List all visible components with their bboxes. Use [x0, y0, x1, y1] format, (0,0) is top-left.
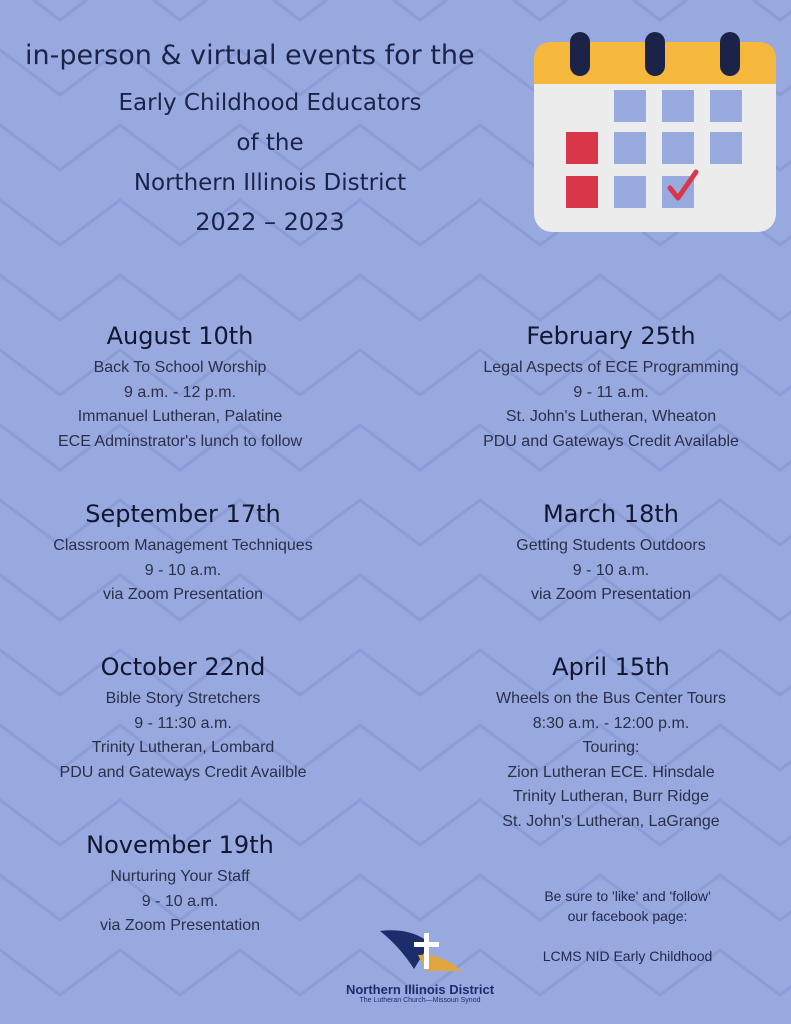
- zigzag-line: [0, 0, 791, 20]
- event-march: [431, 500, 791, 608]
- event-title: Classroom Management Techniques: [53, 537, 313, 554]
- event-time: 9 a.m. - 12 p.m.: [123, 383, 237, 401]
- event-tour-stop: St. John's Lutheran, LaGrange: [502, 812, 720, 830]
- event-location: via Zoom Presentation: [530, 586, 692, 603]
- zigzag-line: [0, 275, 791, 320]
- logo-subtitle: The Lutheran Church—Missouri Synod: [359, 997, 481, 1004]
- event-title: Back To School Worship: [93, 359, 267, 376]
- event-tour-stop: Trinity Lutheran, Burr Ridge: [513, 788, 709, 805]
- event-tour-stop: Zion Lutheran ECE. Hinsdale: [507, 763, 715, 781]
- event-location: Trinity Lutheran, Lombard: [91, 739, 275, 756]
- event-title: Legal Aspects of ECE Programming: [483, 359, 739, 376]
- event-date: August 10th: [106, 322, 254, 350]
- event-august: [0, 322, 360, 454]
- event-location: via Zoom Presentation: [99, 917, 261, 934]
- event-time: 9 - 10 a.m.: [572, 561, 650, 579]
- header-line-3: of the: [236, 130, 304, 156]
- logo-name: Northern Illinois District: [345, 982, 495, 997]
- event-note: PDU and Gateways Credit Available: [483, 432, 739, 450]
- event-time: 9 - 10 a.m.: [144, 561, 222, 579]
- event-september: [3, 500, 363, 608]
- header-line-4: Northern Illinois District: [133, 170, 407, 196]
- event-february: [431, 322, 791, 454]
- lcms-cross-logo-icon: [370, 925, 470, 977]
- promo-line-2: our facebook page:: [567, 908, 688, 924]
- event-title: Bible Story Stretchers: [105, 690, 261, 707]
- facebook-promo: [500, 886, 755, 966]
- header-line-2: Early Childhood Educators: [118, 90, 422, 116]
- promo-line-1: Be sure to 'like' and 'follow': [544, 888, 711, 904]
- header-year: 2022 – 2023: [195, 208, 345, 236]
- event-note: ECE Adminstrator's lunch to follow: [57, 432, 303, 450]
- event-time: 9 - 10 a.m.: [141, 892, 219, 910]
- event-location: via Zoom Presentation: [102, 586, 264, 603]
- event-touring-label: Touring:: [582, 739, 640, 756]
- event-time: 9 - 11:30 a.m.: [134, 714, 232, 732]
- event-title: Getting Students Outdoors: [516, 537, 706, 554]
- event-date: September 17th: [85, 500, 281, 528]
- event-location: St. John's Lutheran, Wheaton: [505, 408, 717, 425]
- event-date: November 19th: [86, 831, 274, 859]
- event-time: 8:30 a.m. - 12:00 p.m.: [532, 714, 690, 732]
- district-logo: [330, 925, 510, 1015]
- event-november: [0, 831, 360, 939]
- event-date: April 15th: [552, 653, 670, 681]
- event-april: [431, 653, 791, 834]
- event-date: October 22nd: [100, 653, 266, 681]
- event-location: Immanuel Lutheran, Palatine: [77, 408, 283, 425]
- event-october: [3, 653, 363, 785]
- event-title: Nurturing Your Staff: [110, 868, 250, 885]
- event-time: 9 - 11 a.m.: [573, 383, 649, 401]
- header-line-1: in-person & virtual events for the: [25, 40, 475, 71]
- event-title: Wheels on the Bus Center Tours: [495, 690, 727, 707]
- calendar-icon: [534, 32, 776, 232]
- event-date: March 18th: [543, 500, 679, 528]
- event-date: February 25th: [526, 322, 696, 350]
- facebook-page-name: LCMS NID Early Childhood: [542, 948, 713, 964]
- event-note: PDU and Gateways Credit Availble: [59, 763, 307, 781]
